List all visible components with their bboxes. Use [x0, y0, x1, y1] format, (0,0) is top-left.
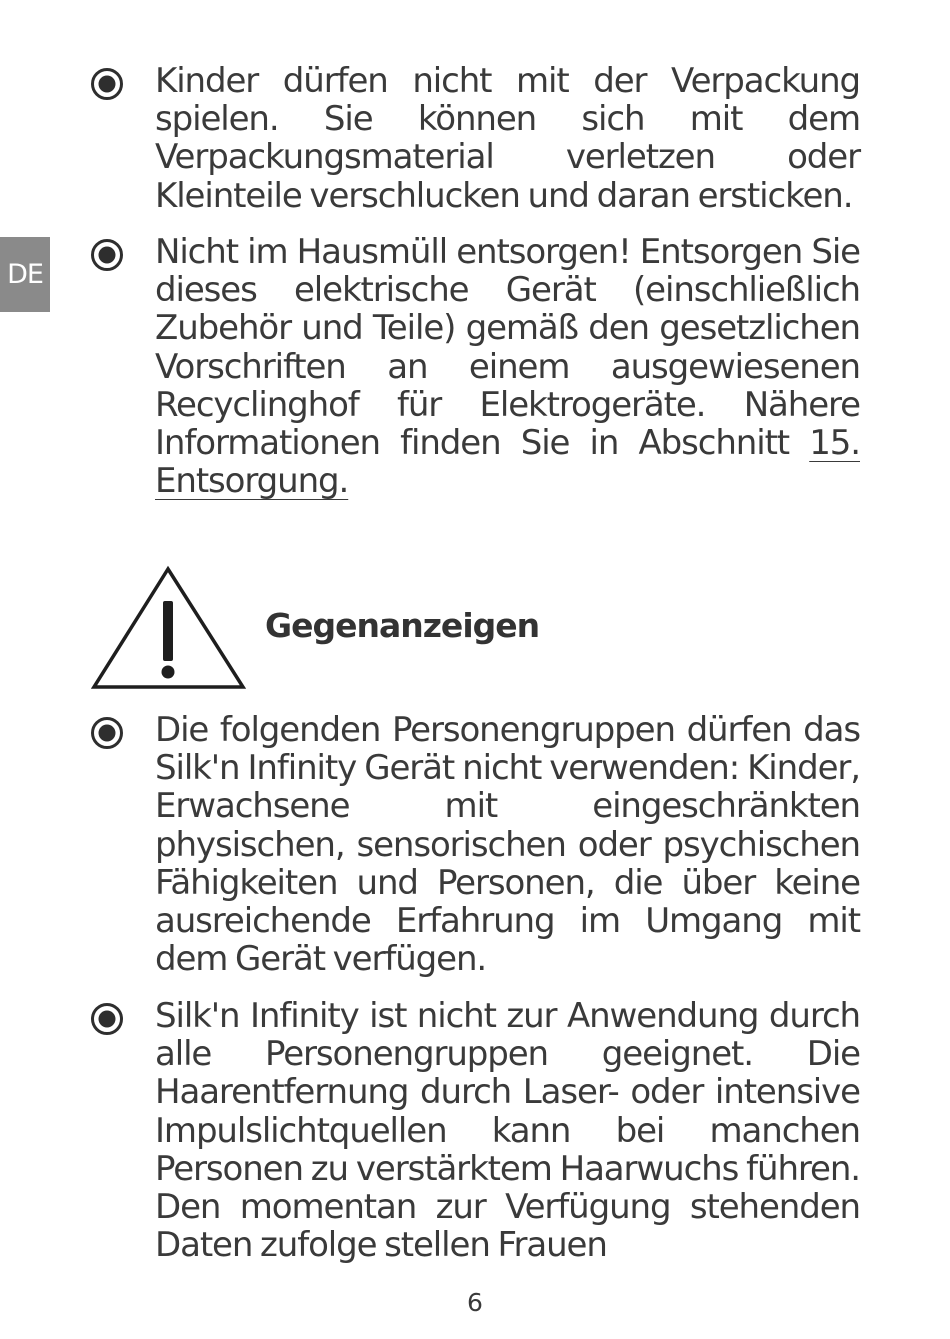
- language-tab: [0, 237, 50, 312]
- section-reference-link[interactable]: 15. Entsorgung.: [155, 423, 860, 502]
- page-number: 6: [467, 1288, 483, 1317]
- list-item: [90, 997, 860, 1264]
- list-item-text: Kinder dürfen nicht mit der Verpackung spielen. Sie können sich mit dem Verpackungsmaterial verletzen oder Kleinteile verschlucken und daran ersticken.: [155, 61, 860, 216]
- section-title: Gegenanzeigen: [265, 606, 540, 645]
- radio-bullet-icon: [90, 1002, 124, 1036]
- radio-bullet-icon: [90, 238, 124, 272]
- list-item: [90, 62, 860, 215]
- radio-bullet-icon: [90, 716, 124, 750]
- list-item: [90, 233, 860, 500]
- list-item: [90, 711, 860, 978]
- list-item-text: Nicht im Hausmüll entsorgen! Entsorgen Sie dieses elektrische Gerät (einschließlich Zubehör und Teile) gemäß den gesetzlichen Vorschriften an einem ausgewiesenen Recyclinghof für Elektrogeräte. Nähere Informationen finden Sie in Abschnitt 15. Entsorgung.: [155, 232, 860, 502]
- list-item-text: Silk'n Infinity ist nicht zur Anwendung durch alle Personengruppen geeignet. Die Haarentfernung durch Laser- oder intensive Impulslichtquellen kann bei manchen Personen zu verstärktem Haarwuchs führen. Den momentan zur Verfügung stehenden Daten zufolge stellen Frauen: [155, 996, 860, 1266]
- list-item-text: Die folgenden Personengruppen dürfen das Silk'n Infinity Gerät nicht verwenden: Kinder, Erwachsene mit eingeschränkten physischen, sensorischen oder psychischen Fähigkeiten und Personen, die über keine ausreichende Erfahrung im Umgang mit dem Gerät verfügen.: [155, 710, 860, 980]
- radio-bullet-icon: [90, 67, 124, 101]
- language-tab-label: DE: [7, 259, 43, 290]
- warning-triangle-icon: [91, 565, 246, 690]
